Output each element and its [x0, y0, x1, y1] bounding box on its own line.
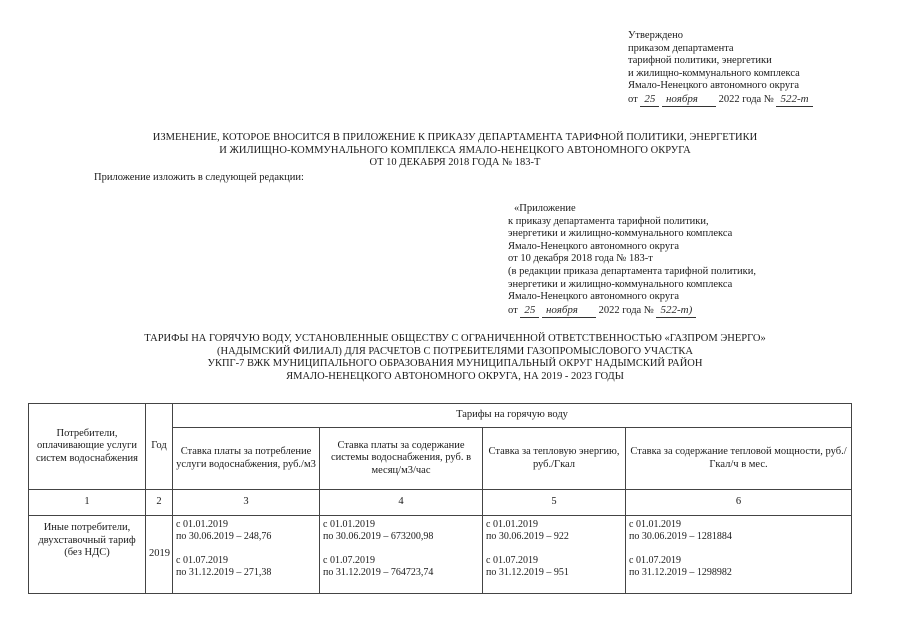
- period-start: с 01.07.2019: [323, 555, 375, 566]
- approval-date-month: ноября: [662, 93, 716, 107]
- appendix-line: (в редакции приказа департамента тарифной политики,: [508, 265, 756, 277]
- document-heading: [40, 132, 870, 170]
- header-tariffs: Тарифы на горячую воду: [173, 404, 852, 428]
- rate-cell-col6: [626, 516, 852, 594]
- rate-cell-col5: [483, 516, 626, 594]
- column-number: 5: [483, 490, 626, 516]
- period-start: с 01.07.2019: [629, 555, 681, 566]
- year-cell: 2019: [146, 516, 173, 594]
- heading-line: ОТ 10 ДЕКАБРЯ 2018 ГОДА № 183-Т: [369, 157, 541, 169]
- header-year: Год: [146, 404, 173, 490]
- heading-line: ИЗМЕНЕНИЕ, КОТОРОЕ ВНОСИТСЯ В ПРИЛОЖЕНИЕ К ПРИКАЗУ ДЕПАРТАМЕНТА ТАРИФНОЙ ПОЛИТИКИ, ЭНЕРГЕТИКИ: [152, 132, 758, 143]
- period-start: с 01.01.2019: [176, 519, 228, 530]
- approval-line: и жилищно-коммунального комплекса: [628, 67, 800, 79]
- title-line: ТАРИФЫ НА ГОРЯЧУЮ ВОДУ, УСТАНОВЛЕННЫЕ ОБЩЕСТВУ С ОГРАНИЧЕННОЙ ОТВЕТСТВЕННОСТЬЮ «ГАЗПРОМ ЭНЕРГО»: [144, 333, 766, 344]
- approval-line: тарифной политики, энергетики: [628, 55, 772, 67]
- column-number: 3: [173, 490, 320, 516]
- table-header-row: [29, 404, 852, 428]
- intro-text: Приложение изложить в следующей редакции:: [94, 172, 304, 183]
- period-start: с 01.07.2019: [176, 555, 228, 566]
- approval-date-prefix: от: [628, 93, 638, 105]
- period-value: по 30.06.2019 – 1281884: [629, 531, 732, 542]
- header-col4: Ставка платы за содержание системы водоснабжения, руб. в месяц/м3/час: [320, 428, 483, 490]
- approval-date-day: 25: [640, 93, 659, 107]
- heading-line: И ЖИЛИЩНО-КОММУНАЛЬНОГО КОМПЛЕКСА ЯМАЛО-НЕНЕЦКОГО АВТОНОМНОГО ОКРУГА: [219, 144, 691, 156]
- column-number: 2: [146, 490, 173, 516]
- period-value: по 30.06.2019 – 922: [486, 531, 569, 542]
- title-line: ЯМАЛО-НЕНЕЦКОГО АВТОНОМНОГО ОКРУГА, НА 2019 - 2023 ГОДЫ: [286, 370, 624, 382]
- period-start: с 01.01.2019: [323, 519, 375, 530]
- period-start: с 01.01.2019: [629, 519, 681, 530]
- period-value: по 31.12.2019 – 951: [486, 567, 569, 578]
- appendix-line: энергетики и жилищно-коммунального комплекса: [508, 228, 733, 240]
- approval-line: приказом департамента: [628, 42, 734, 54]
- approval-date-year: 2022 года №: [718, 93, 774, 105]
- period-value: по 30.06.2019 – 673200,98: [323, 531, 434, 542]
- appendix-line: от 10 декабря 2018 года № 183-т: [508, 253, 653, 265]
- appendix-date-month: ноября: [542, 304, 596, 318]
- approval-date-number: 522-т: [776, 93, 812, 107]
- period-value: по 31.12.2019 – 1298982: [629, 567, 732, 578]
- rate-cell-col4: [320, 516, 483, 594]
- period-value: по 30.06.2019 – 248,76: [176, 531, 272, 542]
- header-col3: Ставка платы за потребление услуги водоснабжения, руб./м3: [173, 428, 320, 490]
- period-value: по 31.12.2019 – 271,38: [176, 567, 272, 578]
- approval-block: [628, 30, 813, 107]
- appendix-line: энергетики и жилищно-коммунального комплекса: [508, 278, 733, 290]
- appendix-block: [508, 203, 756, 318]
- approval-line: Ямало-Ненецкого автономного округа: [628, 80, 800, 92]
- title-line: (НАДЫМСКИЙ ФИЛИАЛ) ДЛЯ РАСЧЕТОВ С ПОТРЕБИТЕЛЯМИ ГАЗОПРОМЫСЛОВОГО УЧАСТКА: [217, 345, 693, 357]
- appendix-date-day: 25: [520, 304, 539, 318]
- consumer-cell: Иные потребители, двухставочный тариф (без НДС): [29, 516, 146, 594]
- appendix-date-prefix: от: [508, 304, 518, 316]
- appendix-date-number: 522-т): [656, 304, 696, 318]
- appendix-date-year: 2022 года №: [598, 304, 654, 316]
- appendix-line: к приказу департамента тарифной политики,: [508, 215, 709, 227]
- column-number: 4: [320, 490, 483, 516]
- period-start: с 01.07.2019: [486, 555, 538, 566]
- appendix-date-line: [508, 304, 756, 318]
- rate-cell-col3: [173, 516, 320, 594]
- tariffs-table: [28, 403, 852, 594]
- table-row: [29, 516, 852, 594]
- header-col5: Ставка за тепловую энергию, руб./Гкал: [483, 428, 626, 490]
- column-number: 6: [626, 490, 852, 516]
- appendix-line: «Приложение: [514, 203, 576, 214]
- appendix-line: Ямало-Ненецкого автономного округа: [508, 240, 680, 252]
- column-number: 1: [29, 490, 146, 516]
- approval-line: Утверждено: [628, 30, 683, 41]
- table-number-row: [29, 490, 852, 516]
- appendix-line: Ямало-Ненецкого автономного округа: [508, 291, 680, 303]
- header-consumers: Потребители, оплачивающие услуги систем водоснабжения: [29, 404, 146, 490]
- approval-date-line: [628, 93, 813, 107]
- title-line: УКПГ-7 ВЖК МУНИЦИПАЛЬНОГО ОБРАЗОВАНИЯ МУНИЦИПАЛЬНЫЙ ОКРУГ НАДЫМСКИЙ РАЙОН: [207, 358, 703, 370]
- header-col6: Ставка за содержание тепловой мощности, руб./Гкал/ч в мес.: [626, 428, 852, 490]
- tariffs-title: [30, 333, 880, 383]
- period-value: по 31.12.2019 – 764723,74: [323, 567, 434, 578]
- period-start: с 01.01.2019: [486, 519, 538, 530]
